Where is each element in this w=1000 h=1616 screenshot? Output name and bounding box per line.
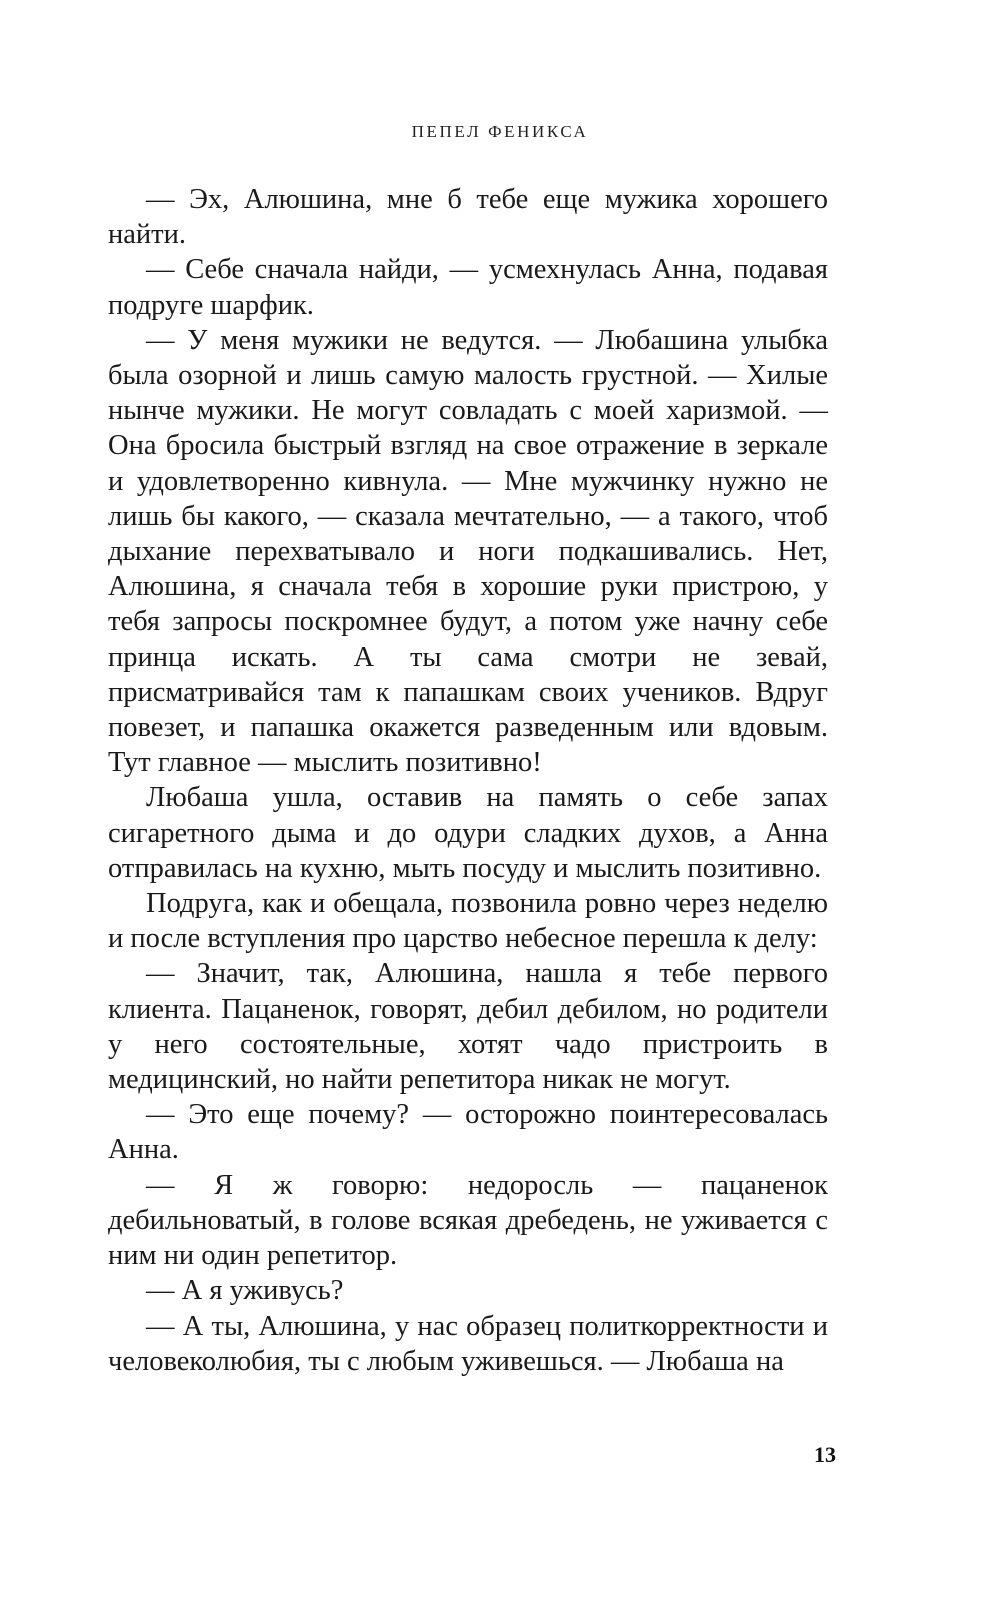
running-header: ПЕПЕЛ ФЕНИКСА	[411, 122, 589, 141]
paragraph: — А я уживусь?	[146, 1275, 344, 1307]
body-text	[108, 182, 828, 1379]
paragraph: — Себе сначала найди, — усмехнулась Анна, подавая подруге шарфик.	[108, 254, 828, 321]
paragraph: — А ты, Алюшина, у нас образец политкорректности и человеколюбия, ты с любым уживешься. — Любаша на	[108, 1310, 828, 1377]
paragraph: — У меня мужики не ведутся. — Любашина улыбка была озорной и лишь самую малость грустной. — Хилые нынче мужики. Не могут совладать с моей харизмой. — Она бросила быстрый взгляд на свое отражение в зеркале и удовлетворенно кивнула. — Мне мужчинку нужно не лишь бы какого, — сказала мечтательно, — а такого, чтоб дыхание перехватывало и ноги подкашивались. Нет, Алюшина, я сначала тебя в хорошие руки пристрою, у тебя запросы поскромнее будут, а потом уже начну себе принца искать. А ты сама смотри не зевай, присматривайся там к папашкам своих учеников. Вдруг повезет, и папашка окажется разведенным или вдовым. Тут главное — мыслить позитивно!	[108, 324, 828, 779]
paragraph: — Значит, так, Алюшина, нашла я тебе первого клиента. Пацаненок, говорят, дебил дебилом, но родители у него состоятельные, хотят чадо пристроить в медицинский, но найти репетитора никак не могут.	[108, 958, 828, 1096]
paragraph: Подруга, как и обещала, позвонила ровно через неделю и после вступления про царство небесное перешла к делу:	[108, 888, 828, 955]
page-number: 13	[814, 1442, 836, 1467]
paragraph: — Я ж говорю: недоросль — пацаненок дебильноватый, в голове всякая дребедень, не уживается с ним ни один репетитор.	[108, 1169, 828, 1272]
paragraph: Любаша ушла, оставив на память о себе запах сигаретного дыма и до одури сладких духов, а Анна отправилась на кухню, мыть посуду и мыслить позитивно.	[108, 782, 828, 884]
paragraph: — Это еще почему? — осторожно поинтересовалась Анна.	[108, 1099, 828, 1166]
paragraph: — Эх, Алюшина, мне б тебе еще мужика хорошего найти.	[108, 184, 828, 251]
